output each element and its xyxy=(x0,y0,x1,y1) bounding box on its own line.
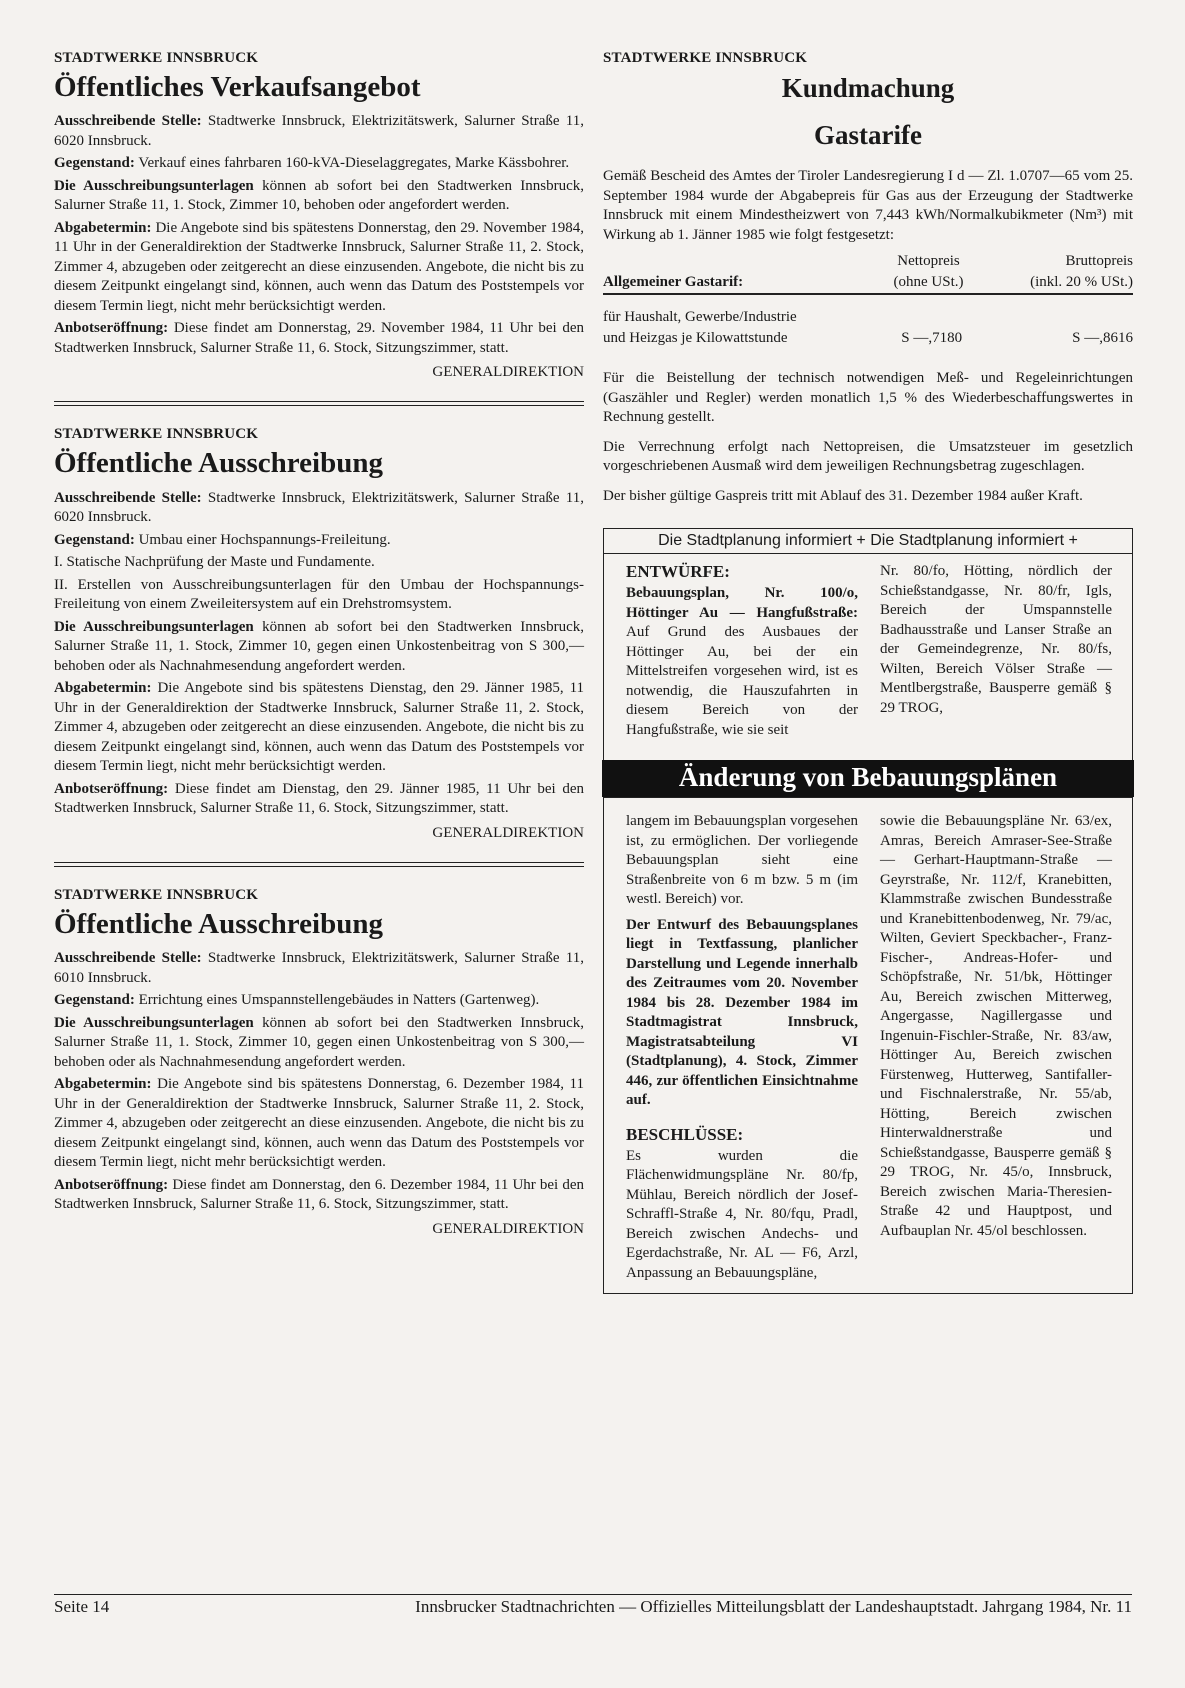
notice-item-key: Gegenstand: xyxy=(54,531,135,548)
tariff-row-label: Allgemeiner Gastarif: xyxy=(603,272,861,294)
notice-label: STADTWERKE INNSBRUCK xyxy=(54,426,259,443)
notice-item xyxy=(54,780,584,819)
notice-item xyxy=(54,576,584,615)
notice-item-text: Stadtwerke Innsbruck, Elektrizitätswerk, Salurner Straße 11, 6010 Innsbruck. xyxy=(54,950,584,986)
notice-item xyxy=(54,949,584,988)
entwuerfe-title: ENTWÜRFE: xyxy=(626,562,730,581)
notice-label: STADTWERKE INNSBRUCK xyxy=(54,886,259,903)
notice-item xyxy=(54,112,584,151)
stadtplanung-box xyxy=(603,528,1133,798)
item-line-1: für Haushalt, Gewerbe/Industrie xyxy=(603,309,797,325)
section-divider xyxy=(54,862,584,867)
box-col2-top: Nr. 80/fo, Hötting, nördlich der Schießstandgasse, Nr. 80/fr, Igls, Bereich der Umspannstelle Badhausstraße und Lanser Straße an der Gemeindegrenze, Nr. 80/fs, Wilten, Bereich Völser Straße — Mentlbergstraße, Bausperre gemäß § 29 TROG, xyxy=(880,563,1112,716)
notice-item-text: Diese findet am Donnerstag, den 6. Dezember 1984, 11 Uhr bei den Stadtwerken Innsbruck, Salurner Straße 11, 6. Stock, Sitzungszimmer, statt. xyxy=(54,1176,585,1213)
notice-item xyxy=(54,618,584,677)
notice-subheading: Gastarife xyxy=(814,120,922,150)
notice-item-key: Gegenstand: xyxy=(54,155,135,172)
intro-paragraph: Gemäß Bescheid des Amtes der Tiroler Landesregierung I d — Zl. 1.0707—65 vom 25. September 1984 wurde der Abgabepreis für Gas aus der Erzeugung der Stadtwerke Innsbruck mit einem Mindestheizwert von 7,443 kWh/Normalkubikmeter (Nm³) mit Wirkung ab 1. Jänner 1985 wie folgt festgesetzt: xyxy=(603,168,1133,243)
notice-item-key: Ausschreibende Stelle: xyxy=(54,950,202,967)
beschluesse-text: Es wurden die Flächenwidmungspläne Nr. 80/fp, Mühlau, Bereich nördlich der Josef-Schraffl-Straße 4, Nr. 80/fqu, Pradl, Bereich zwischen Andechs- und Egerdachstraße, Nr. AL — F6, Arzl, Anpassung an Bebauungspläne, xyxy=(626,1147,858,1281)
notice-item-text: II. Erstellen von Ausschreibungsunterlagen für den Umbau der Hochspannungs-Freileitung von einem Zweileitersystem auf ein Drehstromsystem. xyxy=(54,576,584,613)
gross-header-1: Bruttopreis xyxy=(1065,253,1133,269)
notice-label: STADTWERKE INNSBRUCK xyxy=(603,50,808,66)
notice-item-text: Errichtung eines Umspannstellengebäudes in Natters (Gartenweg). xyxy=(138,992,540,1009)
notice-item xyxy=(54,1176,584,1215)
page-number: Seite 14 xyxy=(54,1597,110,1616)
notice-item xyxy=(54,154,584,174)
net-header-2: (ohne USt.) xyxy=(861,272,995,294)
notice-item xyxy=(54,991,584,1011)
tariff-table xyxy=(603,251,1133,349)
notice-signature: GENERALDIREKTION xyxy=(432,364,584,381)
notice-item-key: Anbotseröffnung: xyxy=(54,320,169,337)
beschluesse-title: BESCHLÜSSE: xyxy=(626,1124,744,1144)
box-header: Die Stadtplanung informiert + Die Stadtplanung informiert + xyxy=(604,529,1132,554)
notice-title: Öffentliche Ausschreibung xyxy=(54,907,383,940)
box-col2-text: sowie die Bebauungspläne Nr. 63/ex, Amras, Bereich Amraser-See-Straße — Gerhart-Hauptmann-Straße — Geyrstraße, Nr. 112/f, Kranebitten, Klammstraße zwischen Bundesstraße und Kranebittenbodenweg, Nr. 79/ac, Wilten, Geviert Speckbacher-, Franz-Fischer-, Andreas-Hofer- und Schöpfstraße, Nr. 51/bk, Höttinger Au, Bereich zwischen Mitterweg, Angergasse, Nagillergasse und Ingenuin-Fischler-Straße, Nr. 83/aw, Höttinger Au, Bereich zwischen Fürstenweg, Hutterweg, Santifaller- und Fischnalerstraße, Nr. 55/ab, Hötting, Bereich zwischen Hinterwaldnerstraße und Schießstandgasse, Bausperre gemäß § 29 TROG, Nr. 45/o, Innsbruck, Bereich zwischen Maria-Theresien-Straße 42 und Hauptpost, und Aufbauplan Nr. 45/ol beschlossen. xyxy=(880,813,1112,1239)
notice-item-text: Stadtwerke Innsbruck, Elektrizitätswerk, Salurner Straße 11, 6020 Innsbruck. xyxy=(54,489,584,526)
section-divider xyxy=(54,401,584,406)
notice-item xyxy=(54,489,584,528)
notice-item-text: Die Angebote sind bis spätestens Dienstag, den 29. Jänner 1985, 11 Uhr in der Generaldirektion der Stadtwerke Innsbruck, Salurner Straße 11, 2. Stock, Zimmer 4, abzugeben oder zeitgerecht an diese einzusenden. Angebote, die nicht bis zu diesem Zeitpunkt eingelangt sind, können, auch wenn das Datum des Poststempels vor diesem Termin liegt, nicht mehr berücksichtigt werden. xyxy=(54,680,585,775)
notice-item xyxy=(54,1075,584,1173)
notice-item-text: Verkauf eines fahrbaren 160-kVA-Dieselaggregates, Marke Kässbohrer. xyxy=(138,155,570,172)
notice-item-key: Die Ausschreibungsunterlagen xyxy=(54,1014,254,1031)
notice-item xyxy=(54,679,584,777)
notice-label: STADTWERKE INNSBRUCK xyxy=(54,50,259,66)
notice-item-key: Die Ausschreibungsunterlagen xyxy=(54,618,254,635)
notice-item-text: Diese findet am Donnerstag, 29. November 1984, 11 Uhr bei den Stadtwerken Innsbruck, Salurner Straße 11, 6. Stock, Sitzungszimmer, statt. xyxy=(54,320,584,356)
notice-item-key: Gegenstand: xyxy=(54,992,135,1009)
box-col1-bold: Der Entwurf des Bebauungsplanes liegt in Textfassung, planlicher Darstellung und Legende innerhalb des Zeitraumes vom 20. November 1984 bis 28. Dezember 1984 im Stadtmagistrat Innsbruck, Magistratsabteilung VI (Stadtplanung), 4. Stock, Zimmer 446, zur öffentlichen Einsichtnahme auf. xyxy=(626,916,858,1108)
notice-item xyxy=(54,319,584,358)
gross-value: S —,8616 xyxy=(1072,330,1133,346)
notice-item-text: Die Angebote sind bis spätestens Donnerstag, 6. Dezember 1984, 11 Uhr in der Generaldirektion der Stadtwerke Innsbruck, Salurner Straße 11, 2. Stock, Zimmer 4, abzugeben oder zeitgerecht an diese einzusenden. Angebote, die nicht bis zu diesem Zeitpunkt eingelangt sind, können, auch wenn das Datum des Poststempels vor diesem Termin liegt, nicht mehr berücksichtigt werden. xyxy=(54,1076,584,1171)
notice-item-text: Umbau einer Hochspannungs-Freileitung. xyxy=(138,531,391,548)
notice-item-key: Anbotseröffnung: xyxy=(54,780,169,797)
paragraph-2: Die Verrechnung erfolgt nach Nettopreisen, die Umsatzsteuer im gesetzlich vorgeschriebenen Ausmaß wird dem jeweiligen Rechnungsbetrag zugeschlagen. xyxy=(603,438,1133,474)
notice-item xyxy=(54,1014,584,1073)
notice-item xyxy=(54,553,584,573)
notice-signature: GENERALDIREKTION xyxy=(432,1220,584,1237)
notice-item xyxy=(54,177,584,216)
notice-heading: Kundmachung xyxy=(781,73,955,103)
bebauungsplaene-box xyxy=(603,798,1133,1294)
right-column xyxy=(603,50,1133,1294)
notice-item-text: Diese findet am Dienstag, den 29. Jänner 1985, 11 Uhr bei den Stadtwerken Innsbruck, Salurner Straße 11, 6. Stock, Sitzungszimmer, statt. xyxy=(54,780,584,817)
notice-item-text: Stadtwerke Innsbruck, Elektrizitätswerk, Salurner Straße 11, 6020 Innsbruck. xyxy=(54,113,584,149)
paragraph-3: Der bisher gültige Gaspreis tritt mit Ablauf des 31. Dezember 1984 außer Kraft. xyxy=(603,487,1083,504)
left-column xyxy=(54,50,584,1238)
notice-item-key: Ausschreibende Stelle: xyxy=(54,113,202,130)
notice-item-key: Die Ausschreibungsunterlagen xyxy=(54,177,254,194)
notice-item-key: Abgabetermin: xyxy=(54,1076,152,1093)
notice-item-text: I. Statische Nachprüfung der Maste und Fundamente. xyxy=(54,554,375,571)
section-bar-title: Änderung von Bebauungsplänen xyxy=(602,760,1134,797)
notice-signature: GENERALDIREKTION xyxy=(432,824,584,841)
notice-item-key: Abgabetermin: xyxy=(54,680,152,697)
paragraph-1: Für die Beistellung der technisch notwendigen Meß- und Regeleinrichtungen (Gaszähler und Regler) werden monatlich 1,5 % des Wiederbeschaffungswertes in Rechnung gestellt. xyxy=(603,370,1133,425)
notice-item-key: Ausschreibende Stelle: xyxy=(54,489,202,506)
notice-title: Öffentliches Verkaufsangebot xyxy=(54,71,421,103)
notice-item xyxy=(54,531,584,551)
item-line-2: und Heizgas je Kilowattstunde xyxy=(603,330,788,346)
entwuerfe-body: Auf Grund des Ausbaues der Höttinger Au, bei der ein Mittelstreifen vorgesehen wird, ist es notwendig, die Hauszufahrten in diesem Bereich von der Hangfußstraße, wie sie seit xyxy=(626,624,858,738)
page-footer xyxy=(54,1594,1132,1617)
notice-title: Öffentliche Ausschreibung xyxy=(54,447,383,480)
notice-item-text: können ab sofort bei den Stadtwerken Innsbruck, Salurner Straße 11, 1. Stock, Zimmer 10, gegen einen Unkostenbeitrag von S 300,— behoben oder als Nachnahmesendung angefordert werden. xyxy=(54,1014,585,1070)
notice-item-text: Die Angebote sind bis spätestens Donnerstag, den 29. November 1984, 11 Uhr in der Generaldirektion der Stadtwerke Innsbruck, Salurner Straße 11, 2. Stock, Zimmer 4, abzugeben oder zeitgerecht an diese einzusenden. Angebote, die nicht bis zu diesem Zeitpunkt eingelangt sind, können, auch wenn das Datum des Poststempels vor diesem Termin liegt, nicht mehr berücksichtigt werden. xyxy=(54,219,585,314)
notice-item xyxy=(54,219,584,317)
publication-line: Innsbrucker Stadtnachrichten — Offizielles Mitteilungsblatt der Landeshauptstadt. Jahrgang 1984, Nr. 11 xyxy=(415,1597,1132,1616)
entwuerfe-bold: Bebauungsplan, Nr. 100/o, Höttinger Au — Hangfußstraße: xyxy=(626,585,858,621)
box-col1-text: langem im Bebauungsplan vorgesehen ist, zu ermöglichen. Der vorliegende Bebauungsplan sieht eine Straßenbreite von 6 m bzw. 5 m (im westl. Bereich) vor. xyxy=(626,813,858,907)
notice-item-key: Anbotseröffnung: xyxy=(54,1176,169,1193)
notice-item-text: können ab sofort bei den Stadtwerken Innsbruck, Salurner Straße 11, 1. Stock, Zimmer 10, behoben oder angefordert werden. xyxy=(54,177,585,214)
notice-item-key: Abgabetermin: xyxy=(54,219,152,236)
entwuerfe-text xyxy=(626,584,858,740)
gross-header-2: (inkl. 20 % USt.) xyxy=(996,272,1133,294)
net-value: S —,7180 xyxy=(901,330,963,346)
net-header-1: Nettopreis xyxy=(897,253,960,269)
notice-item-text: können ab sofort bei den Stadtwerken Innsbruck, Salurner Straße 11, 1. Stock, Zimmer 10, gegen einen Unkostenbeitrag von S 300,— behoben oder als Nachnahmesendung angefordert werden. xyxy=(54,618,585,674)
